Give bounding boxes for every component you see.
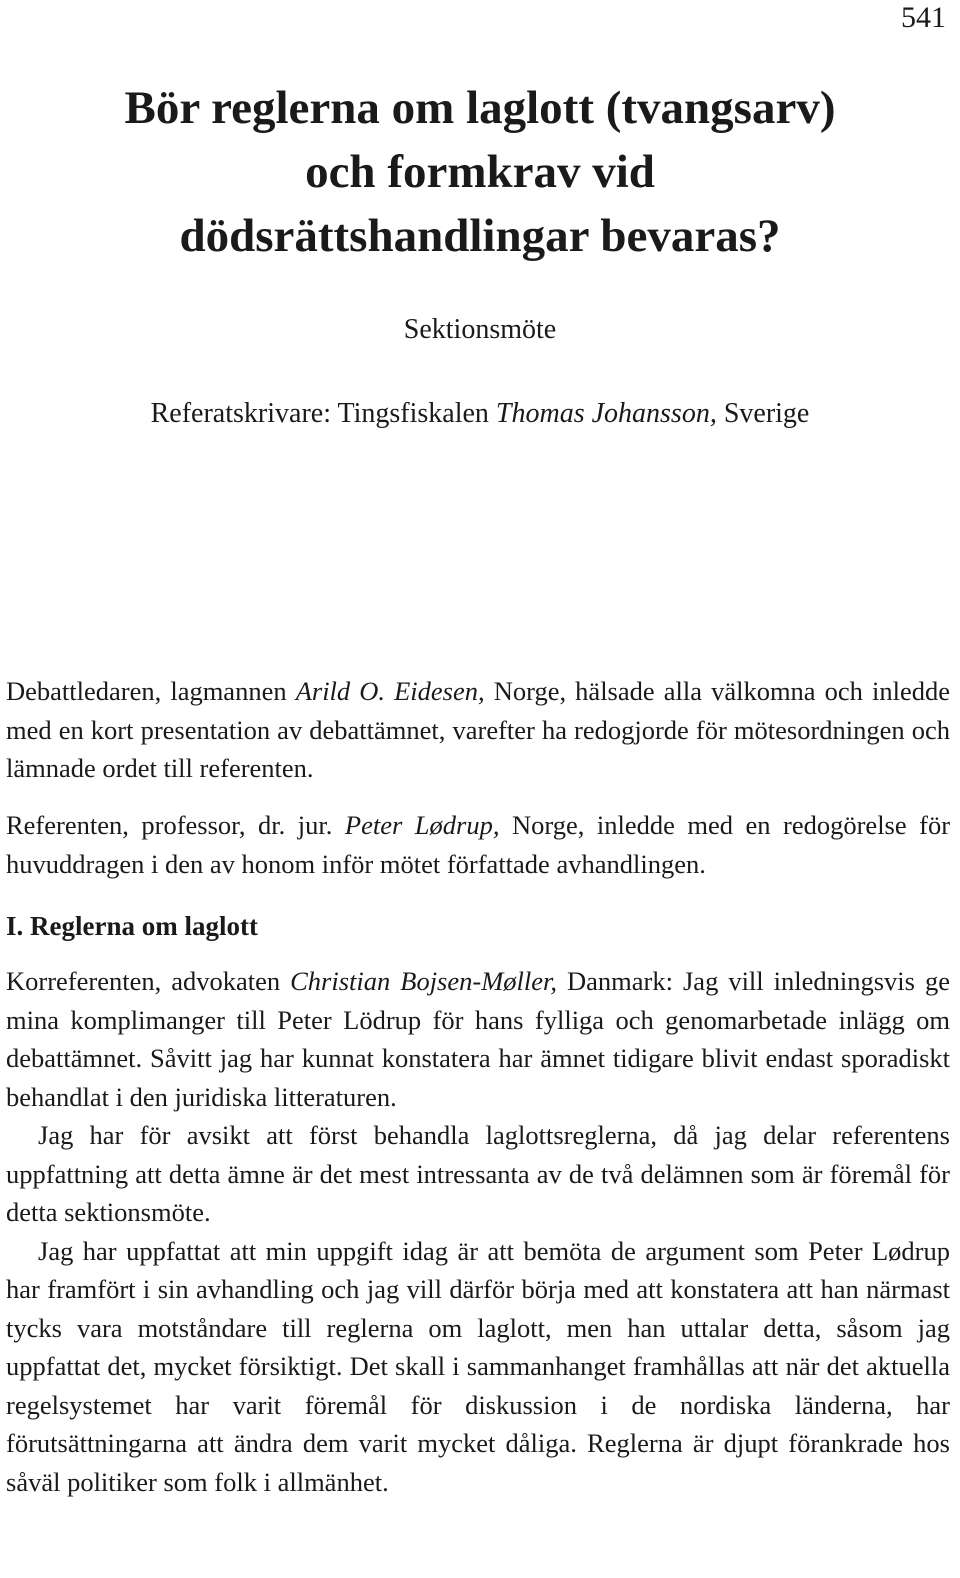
paragraph-text: Referenten, professor, dr. jur. — [6, 810, 333, 840]
section-body — [6, 962, 950, 1501]
paragraph-text: Norge, inledde med en redogörelse för huvuddragen i den av honom inför mötet författade avhandlingen. — [6, 810, 951, 879]
title-line: och formkrav vid — [305, 146, 655, 198]
title-line: Bör reglerna om laglott (tvangsarv) — [124, 82, 836, 134]
paragraph-text: Korreferenten, advokaten — [6, 966, 281, 996]
paragraph-referent-intro — [6, 806, 950, 883]
paragraph-chair-intro — [6, 672, 950, 788]
page-title — [0, 76, 960, 268]
person-name: Christian Bojsen-Møller, — [290, 966, 558, 996]
section-heading: I. Reglerna om laglott — [6, 911, 258, 941]
person-name: Arild O. Eidesen, — [295, 676, 485, 706]
page-number: 541 — [901, 1, 946, 34]
paragraph-text: Debattledaren, lagmannen — [6, 676, 287, 706]
paragraph: Jag har för avsikt att först behandla laglottsreglerna, då jag delar referentens uppfattning att detta ämne är det mest intressanta av de två delämnen som är föremål för detta sektionsmöte. — [6, 1120, 950, 1227]
title-line: dödsrättshandlingar bevaras? — [179, 210, 781, 262]
reporter-country: Sverige — [723, 398, 810, 429]
paragraph-text: Danmark: Jag vill inledningsvis ge mina komplimanger till Peter Lödrup för hans fylliga och genomarbetade inlägg om debattämnet. Såvitt jag har kunnat konstatera har ämnet tidigare blivit endast sporadiskt behandlat i den juridiska litteraturen. — [6, 966, 950, 1112]
paragraph-text: Norge, hälsade alla välkomna och inledde med en kort presentation av debattämnet, varefter ha redogjorde för mötesordningen och lämnade ordet till referenten. — [6, 676, 951, 783]
reporter-prefix: Referatskrivare: Tingsfiskalen — [150, 398, 489, 429]
person-name: Peter Lødrup, — [344, 810, 500, 840]
paragraph: Jag har uppfattat att min uppgift idag är att bemöta de argument som Peter Lødrup har framfört i sin avhandling och jag vill därför börja med att konstatera att han närmast tycks vara motståndare till reglerna om laglott, men han uttalar detta, såsom jag uppfattat det, mycket försiktigt. Det skall i sammanhanget framhållas att när det aktuella regelsystemet har varit föremål för diskussion i de nordiska länderna, har förutsättningarna att ändra dem varit mycket dåliga. Reglerna är djupt förankrade hos såväl politiker som folk i allmänhet. — [6, 1235, 950, 1497]
session-subtitle: Sektionsmöte — [403, 314, 557, 345]
reporter-name: Thomas Johansson, — [495, 398, 717, 429]
reporter-line — [0, 396, 960, 432]
